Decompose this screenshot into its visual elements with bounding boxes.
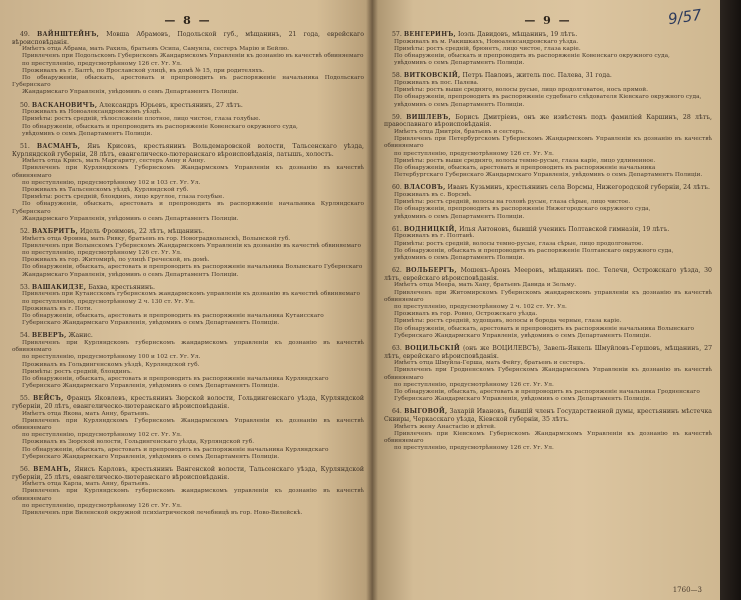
entry-description: Янъ Крисовъ, крестьянинъ Вольдемаровской волости, Тальсенскаго уѣзда, Курляндской губерніи, 28 лѣтъ, евангелическо-лютеранскаго вѣроисповѣданія, латышъ, холостъ. xyxy=(12,143,365,158)
entry-detail-line: по преступленію, предусмотрѣнному 102 ст. Уг. Ул. xyxy=(22,432,182,439)
entry-detail-line: Имѣетъ отца Дмитрія, братьевъ и сестеръ. xyxy=(394,129,525,135)
right-page-number: — 9 — xyxy=(524,14,572,27)
entry-detail-line: Примѣты: ростъ средній, тѣлосложеніе плотное, лицо чистое, глаза голубые. xyxy=(22,116,261,123)
entry-detail-line: Петербургскаго Губернскаго Жандармскаго Управленія, увѣдомивъ о семъ Департаментъ Полиціи. xyxy=(394,172,703,179)
entry-number: 64. xyxy=(392,408,402,416)
entry-description: Францъ Яковлевъ, крестьянинъ Зюрской волости, Гольдингенскаго уѣзда, Курляндской губерніи, 20 лѣтъ, евангелическо-лютеранскаго вѣроисповѣданія. xyxy=(12,395,365,411)
entry-number: 51. xyxy=(20,143,30,151)
entry-description: Петръ Павловъ, житель пос. Палева, 31 года. xyxy=(462,72,612,80)
entry-description: Илья Антоновъ, бывшій ученикъ Полтавской гимназіи, 19 лѣтъ. xyxy=(459,225,670,233)
entry-detail-line: По обнаруженіи, обыскать, арестовать и препроводить въ распоряженіе начальника Кутаисскаго xyxy=(22,313,324,320)
entry-detail-line: Проживалъ въ гор. Житомирѣ, по улицѣ Греческой, въ домѣ. xyxy=(22,257,210,264)
entry-detail-line: По обнаруженіи, обыскать, арестовать и препроводить въ распоряженіе начальника Гродненскаго xyxy=(394,389,700,396)
entry-detail-line: По обнаруженіи, обыскать, арестовать и препроводить въ распоряженіе начальника xyxy=(394,165,656,172)
entry-detail-line: По обнаруженіи, обыскать, арестовать и препроводить въ распоряженіе начальника Курляндскаго xyxy=(22,376,329,383)
right-entries xyxy=(384,31,712,452)
list-entry xyxy=(12,228,364,279)
right-page xyxy=(372,0,720,600)
entry-number: 58. xyxy=(392,72,402,80)
entry-surname: ВОЛЬБЕРГЪ, xyxy=(405,267,457,275)
entry-detail-line: По обнаруженіи, обыскать, арестовать и препроводить въ распоряженіе начальника Курляндскаго xyxy=(22,446,329,453)
list-entry xyxy=(384,226,712,262)
entry-surname: ВАСКАНОВИЧЪ, xyxy=(31,101,98,109)
list-entry xyxy=(12,102,364,138)
entry-number: 62. xyxy=(392,267,402,275)
entry-detail-line: Жандармскаго Управленія, увѣдомивъ о семъ Департаментъ Полиціи. xyxy=(22,215,239,222)
left-entries xyxy=(12,31,364,517)
entry-number: 60. xyxy=(392,184,402,192)
entry-detail-line: увѣдомивъ о семъ Департаментъ Полиціи. xyxy=(22,130,153,137)
entry-detail-line: по преступленію, предусмотрѣнному 126 ст. Уг. Ул. xyxy=(22,502,182,509)
entry-detail-line: Примѣты: ростъ средній, блондинъ, лицо круглое, глаза голубые. xyxy=(22,194,225,201)
entry-detail-line: Привлеченъ при Курляндскомъ Губернскомъ Жандармскомъ Управленіи къ дознанію въ качествѣ обвиняемаго xyxy=(12,165,364,179)
list-entry xyxy=(384,408,712,452)
entry-detail-line: По обнаруженіи, обыскать и препроводить въ распоряженіе Ковенскаго окружного суда, xyxy=(22,123,298,130)
entry-heading xyxy=(384,345,712,360)
entry-detail-line: Проживалъ въ г. Полтавѣ. xyxy=(394,233,475,240)
list-entry xyxy=(12,466,364,517)
entry-detail-line: увѣдомивъ о семъ Департаментъ Полиціи. xyxy=(394,213,525,220)
entry-number: 49. xyxy=(20,31,30,38)
entry-detail-line: Примѣты: ростъ выше средняго, волосы русые, лицо продолговатое, носъ прямой. xyxy=(394,87,648,94)
list-entry xyxy=(12,284,364,328)
entry-surname: ВАШАКИДЗЕ, xyxy=(31,283,87,291)
entry-detail-line: Привлеченъ при Курляндскомъ губернскомъ жандармскомъ управленіи къ дознанію въ качествѣ обвиняемаго xyxy=(12,340,364,354)
entry-detail-line: Имѣетъ отца Крисъ, мать Маргариту, сестеръ Анну и Анну. xyxy=(22,158,206,165)
entry-number: 57. xyxy=(392,31,402,38)
entry-surname: ВЕЙСЪ, xyxy=(32,395,64,403)
entry-surname: ВИТКОВСКІЙ, xyxy=(403,72,461,80)
entry-detail-line: Примѣты: ростъ средній, блондинъ. xyxy=(22,368,133,375)
entry-detail-line: по преступленію, предусмотрѣнному 126 ст. Уг. Ул. xyxy=(22,60,182,67)
entry-detail-line: по преступленію, предусмотрѣнному 126 ст. Уг. Ул. xyxy=(394,445,554,452)
entry-description: Бахва, крестьянинъ. xyxy=(88,283,156,291)
entry-detail-line: Имѣетъ отца Фроима, мать Ривку, братьевъ въ гор. Новоградволынскѣ, Волынской губ. xyxy=(22,235,291,242)
entry-detail-line: Жандармскаго Управленія, увѣдомивъ о семъ Департаментъ Полиціи. xyxy=(22,271,239,278)
entry-detail-line: Имѣетъ отца Меера, мать Хану, братьевъ Давида и Зельму. xyxy=(394,282,577,289)
entry-number: 61. xyxy=(392,225,402,233)
entry-detail-line: Имѣетъ жену Анастасію и дѣтей. xyxy=(394,423,496,430)
entry-surname: ВЫГОВОЙ, xyxy=(404,408,448,416)
entry-detail-line: По обнаруженіи, препроводить въ распоряженіе судебнаго слѣдователя Кіевскаго окружного суда, xyxy=(394,94,702,101)
entry-detail-line: увѣдомивъ о семъ Департаментъ Полиціи. xyxy=(394,255,525,262)
entry-heading xyxy=(384,114,712,129)
entry-number: 52. xyxy=(20,228,30,236)
book-gutter xyxy=(366,0,378,600)
entry-detail-line: По обнаруженіи, обыскать, арестовать и препроводить въ распоряженіе начальника Волынскаго Губернскаго xyxy=(22,264,363,271)
entry-heading xyxy=(384,72,712,80)
entry-surname: ВАХБРИТЪ, xyxy=(31,228,79,236)
entry-description: Александръ Юрьевъ, крестьянинъ, 27 лѣтъ. xyxy=(99,101,243,109)
entry-detail-line: Имѣетъ отца Карла, мать Анну, братьевъ. xyxy=(22,481,151,488)
entry-detail-line: Проживалъ въ м. Ракишкахъ, Новоалександровскаго уѣзда. xyxy=(394,38,579,45)
entry-detail-line: по преступленію, предусмотрѣнному 100 и 102 ст. Уг. Ул. xyxy=(22,354,201,361)
entry-number: 55. xyxy=(20,395,30,403)
entry-detail-line: Проживалъ въ г. Поти. xyxy=(22,305,93,312)
entry-number: 59. xyxy=(392,113,402,121)
entry-detail-line: Примѣты: ростъ выше средняго, волосы темно-русые, глаза каріе, лицо удлиненное. xyxy=(394,157,656,164)
entry-detail-line: Привлеченъ при Подольскомъ Губернскомъ Жандармскомъ Управленіи къ дознанію въ качествѣ обвиняемаго xyxy=(22,53,364,60)
entry-surname: ВОДНИЦКІЙ, xyxy=(403,225,458,233)
entry-description: Захарій Ивановъ, бывшій членъ Государственной думы, крестьянинъ мѣстечка Сквиры, Черкасскаго уѣзда, Кіевской губерніи, 35 лѣтъ. xyxy=(384,408,712,424)
entry-detail-line: по преступленію, предусмотрѣнному 126 ст. Уг. Ул. xyxy=(394,150,554,157)
entry-description: Борисъ Дмитріевъ, онъ же извѣстенъ подъ фамиліей Каршинъ, 28 лѣтъ, православнаго вѣроисповѣданія. xyxy=(384,113,713,129)
list-entry xyxy=(384,267,712,340)
list-entry xyxy=(12,31,364,97)
entry-surname: ВЛАСОВЪ, xyxy=(403,184,446,192)
entry-detail-line: Примѣты: ростъ средній, волосы на головѣ русые, глаза сѣрые, лицо чистое. xyxy=(394,199,631,206)
entry-detail-line: По обнаруженіи, обыскать и препроводить въ распоряженіе Полтавскаго окружного суда, xyxy=(394,247,674,254)
entry-detail-line: Примѣты: ростъ средній, брюнетъ, лицо чистое, глаза карie. xyxy=(394,45,581,52)
entry-detail-line: Имѣетъ отца Якова, мать Анну, братьевъ. xyxy=(22,410,150,417)
entry-surname: ВАЙНШТЕЙНЪ, xyxy=(36,31,100,38)
entry-description: Идель Фроимовъ, 22 лѣтъ, мѣщанинъ. xyxy=(80,228,205,236)
entry-detail-line: Губернскаго Жандармскаго Управленія, увѣдомивъ о семъ Департаментъ Полиціи. xyxy=(22,320,280,327)
entry-detail-line: Привлеченъ при Курляндскомъ губернскомъ жандармскомъ управленіи къ дознанію въ качествѣ обвиняемаго xyxy=(12,488,364,502)
entry-number: 56. xyxy=(20,466,30,474)
entry-number: 53. xyxy=(20,283,30,291)
entry-detail-line: Привлеченъ при Виленской окружной психіатрической лечебницѣ въ гор. Ново-Вилейскѣ. xyxy=(22,510,303,517)
entry-description: Мошекъ-Аронъ Мееровъ, мѣщанинъ пос. Телечи, Острожскаго уѣзда, 30 лѣтъ, еврейскаго вѣроисповѣданія. xyxy=(384,267,712,282)
entry-detail-line: Примѣты: ростъ средній, волосы темно-русые, глаза сѣрые, лицо продолговатое. xyxy=(394,240,644,247)
entry-detail-line: Имѣетъ отца Шмуйла-Герша, мать Фейгу, братьевъ и сестеръ. xyxy=(394,360,586,367)
entry-description: Іоэль Давидовъ, мѣщанинъ, 19 лѣтъ. xyxy=(457,31,578,38)
list-entry xyxy=(384,345,712,403)
entry-detail-line: Проживалъ въ г. Балтѣ, по Ярославской улицѣ, въ домѣ № 15, при родителяхъ. xyxy=(22,67,265,74)
entry-detail-line: Проживалъ въ Новоалександровскомъ уѣздѣ. xyxy=(22,109,162,116)
list-entry xyxy=(12,143,364,223)
entry-detail-line: увѣдомивъ о семъ Департаментъ Полиціи. xyxy=(394,101,525,108)
entry-heading xyxy=(12,466,364,481)
list-entry xyxy=(384,31,712,67)
entry-detail-line: Губернскаго Жандармскаго Управленія, увѣдомивъ о семъ Департаментъ Полиціи. xyxy=(394,332,652,339)
list-entry xyxy=(384,114,712,180)
entry-number: 54. xyxy=(20,332,30,340)
list-entry xyxy=(12,332,364,390)
entry-heading xyxy=(384,184,712,192)
entry-detail-line: Проживалъ въ Гольдингенскомъ уѣздѣ, Курляндской губ. xyxy=(22,361,200,368)
entry-description: Иванъ Кузьминъ, крестьянинъ села Ворсмы, Нижегородской губерніи, 24 лѣтъ. xyxy=(447,184,710,192)
entry-heading xyxy=(12,228,364,236)
entry-detail-line: По обнаруженіи, препроводить въ распоряженіе Нижегородскаго окружного суда, xyxy=(394,206,651,213)
entry-heading xyxy=(12,395,364,410)
list-entry xyxy=(384,72,712,108)
entry-detail-line: По обнаруженіи, обыскать, арестовать и препроводить въ распоряженіе начальника Курляндскаго Губернскаго xyxy=(12,201,364,215)
entry-detail-line: по преступленію, предусмотрѣнному 126 ст. Уг. Ул. xyxy=(22,250,182,257)
entry-surname: ВЕВЕРЪ, xyxy=(31,332,67,340)
left-page-number: — 8 — xyxy=(164,14,212,27)
entry-detail-line: Проживалъ въ пос. Палева. xyxy=(394,80,479,86)
entry-heading xyxy=(384,408,712,423)
entry-surname: ВОЦИЛЬСКІЙ xyxy=(404,345,461,353)
list-entry xyxy=(384,184,712,220)
entry-surname: ВИШЛЕВЪ, xyxy=(406,113,451,121)
entry-heading xyxy=(12,143,364,158)
entry-detail-line: Губернскаго Жандармскаго Управленія, увѣдомивъ о семъ Департаментъ Полиціи. xyxy=(22,453,280,460)
entry-detail-line: Привлеченъ при Курляндскомъ Губернскомъ Жандармскомъ Управленіи къ дознанію въ качествѣ обвиняемаго xyxy=(12,417,364,432)
entry-detail-line: По обнаруженіи, обыскать и препроводить въ распоряженіе Ковенскаго окружного суда, xyxy=(394,53,670,59)
entry-detail-line: Имѣетъ отца Абрама, мать Рахиль, братьевъ Осипа, Самуила, сестеръ Марію и Бейлю. xyxy=(22,46,289,53)
entry-description: Мовша Абрамовъ, Подольской губ., мѣщанинъ, 21 года, еврейскаго вѣроисповѣданія. xyxy=(12,31,364,46)
entry-detail-line: Привлеченъ при Кіевскомъ Губернскомъ Жандармскомъ Управленіи къ дознанію въ качествѣ обвиняемаго xyxy=(384,430,712,445)
entry-detail-line: По обнаруженіи, обыскать, арестовать и препроводить въ распоряженіе начальника Волынскаго xyxy=(394,325,694,332)
print-footer: 1760—3 xyxy=(672,586,702,594)
entry-detail-line: Примѣты: ростъ средній, худощавъ, волосы и борода черные, глаза каріе. xyxy=(394,318,622,325)
table-background xyxy=(720,0,741,600)
entry-detail-line: по преступленію, предусмотрѣнному 126 ст. Уг. Ул. xyxy=(394,381,554,388)
entry-heading xyxy=(384,31,712,39)
entry-detail-line: Губернскаго Жандармскаго Управленія, увѣдомивъ о семъ Департаментъ Полиціи. xyxy=(394,396,652,403)
entry-number: 50. xyxy=(20,101,30,109)
entry-detail-line: Проживалъ въ с. Ворсмѣ. xyxy=(394,192,472,199)
entry-description: Жанис. xyxy=(68,332,93,340)
entry-detail-line: по преступленію, предусмотрѣнному 2 ч. 102 ст. Уг. Ул. xyxy=(394,304,567,311)
handwritten-page-number: 9/57 xyxy=(667,5,704,29)
entry-detail-line: Проживалъ въ Зюрской волости, Гольдингенскаго уѣзда, Курляндской губ. xyxy=(22,439,255,446)
entry-detail-line: по преступленію, предусмотрѣнному 102 и 103 ст. Уг. Ул. xyxy=(22,179,201,186)
entry-description: (онъ же ВОЦИЛЕВСЪ), Завель-Янкель Шмуйловъ-Гершовъ, мѣщанинъ, 27 лѣтъ, еврейскаго вѣроисповѣданія. xyxy=(384,345,713,360)
entry-detail-line: Привлеченъ при Кутаисскомъ губернскомъ жандармскомъ управленіи къ дознанію въ качествѣ обвиняемаго xyxy=(22,291,360,298)
entry-detail-line: Проживалъ въ Тальсенскомъ уѣздѣ, Курляндской губ. xyxy=(22,187,189,194)
entry-surname: ВЕМАНЪ, xyxy=(33,466,72,474)
entry-surname: ВЕНГЕРИНЪ, xyxy=(403,31,457,38)
entry-detail-line: По обнаруженіи, обыскать, арестовать и препроводить въ распоряженіе начальника Подольскаго Губернскаго xyxy=(12,75,364,89)
entry-detail-line: Привлеченъ при Петербургскомъ Губернскомъ Жандармскомъ Управленіи къ дознанію въ качествѣ обвиняемаго xyxy=(384,136,712,150)
entry-detail-line: Привлеченъ при Житомирскомъ Губернскомъ жандармскомъ управленіи къ дознанію въ качествѣ обвиняемаго xyxy=(384,289,712,303)
entry-heading xyxy=(384,267,712,282)
entry-description: Янисъ Карловъ, крестьянинъ Вангенской волости, Тальсенскаго уѣзда, Курляндской губерніи, 25 лѣтъ, евангелическо-лютеранскаго вѣроисповѣданія. xyxy=(12,466,365,481)
entry-detail-line: по преступленію, предусмотрѣнному 2 ч. 130 ст. Уг. Ул. xyxy=(22,298,195,305)
entry-surname: ВАСМАНЪ, xyxy=(36,143,81,151)
entry-detail-line: Проживалъ въ гор. Ровно, Острожскаго уѣзда. xyxy=(394,311,538,318)
entry-number: 63. xyxy=(392,345,402,353)
entry-detail-line: Губернскаго Жандармскаго Управленія, увѣдомивъ о семъ Департаментъ Полиціи. xyxy=(22,383,280,390)
list-entry xyxy=(12,395,364,461)
entry-detail-line: Привлеченъ при Волынскомъ Губернскомъ Жандармскомъ Управленіи къ дознанію въ качествѣ обвиняемаго xyxy=(22,242,361,249)
entry-heading xyxy=(12,332,364,340)
entry-heading xyxy=(12,31,364,46)
entry-detail-line: увѣдомивъ о семъ Департаментъ Полиціи. xyxy=(394,60,525,67)
entry-detail-line: Привлеченъ при Гродненскомъ Губернскомъ Жандармскомъ Управленіи къ дознанію въ качествѣ обвиняемаго xyxy=(384,367,712,381)
entry-detail-line: Жандармскаго Управленія, увѣдомивъ о семъ Департаментъ Полиціи. xyxy=(22,89,239,96)
